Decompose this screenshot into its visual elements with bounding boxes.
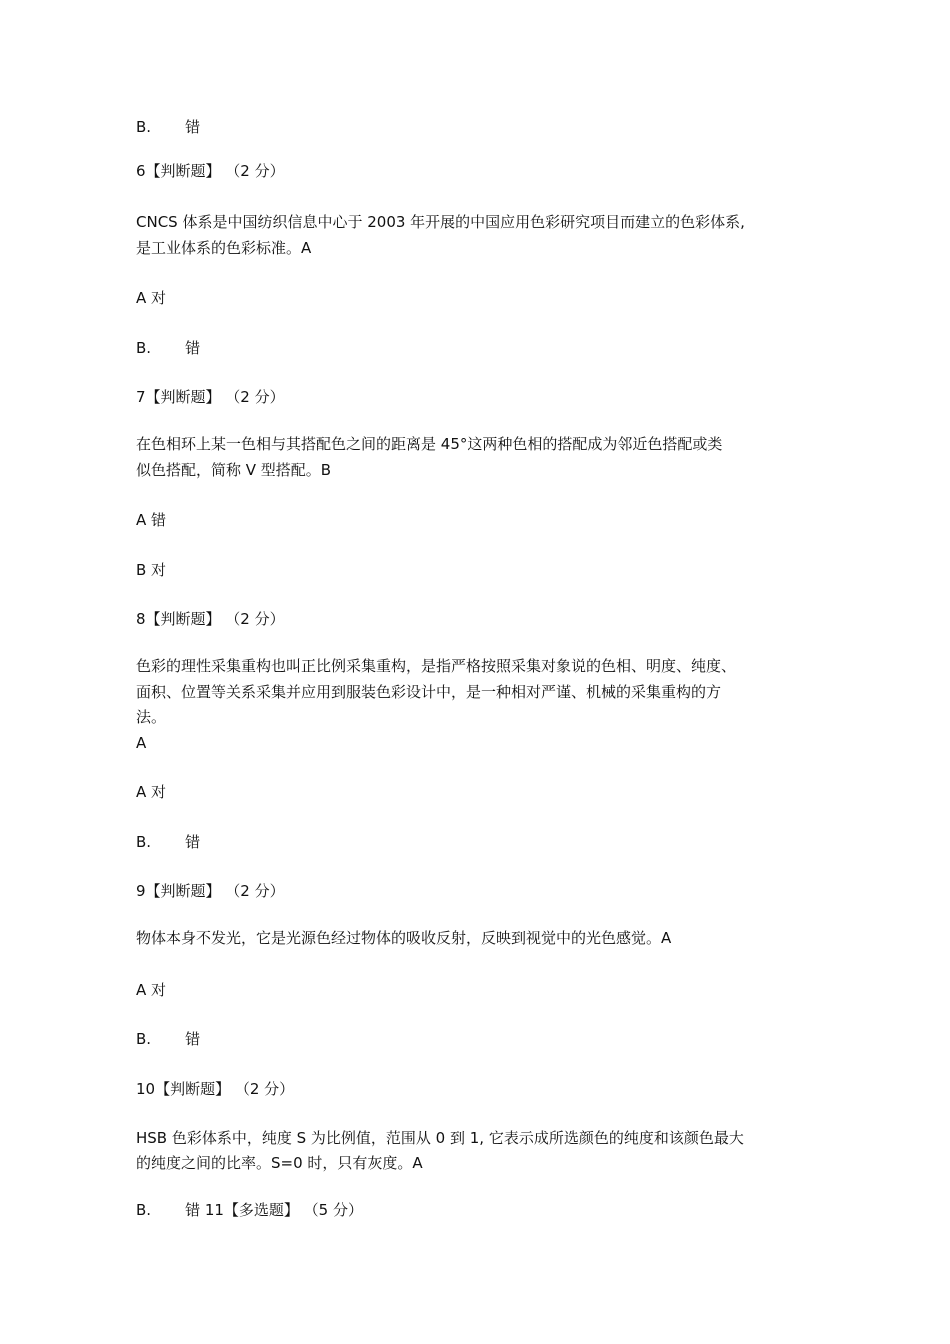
question-text: 似色搭配，简称 V 型搭配。B — [136, 461, 332, 479]
option-b: B. 错 — [136, 833, 201, 851]
question-header: 6【判断题】 （2 分） — [136, 162, 285, 180]
option-b: B. 错 — [136, 1030, 201, 1048]
option-b: B 对 — [136, 561, 167, 579]
question-text: 面积、位置等关系采集并应用到服装色彩设计中，是一种相对严谨、机械的采集重构的方 — [136, 683, 722, 701]
question-header: 8【判断题】 （2 分） — [136, 610, 285, 628]
question-text: HSB 色彩体系中，纯度 S 为比例值，范围从 0 到 1, 它表示成所选颜色的纯度和该颜色最大 — [136, 1129, 744, 1147]
question-text: CNCS 体系是中国纺织信息中心于 2003 年开展的中国应用色彩研究项目而建立的色彩体系, — [136, 213, 745, 231]
question-text: 是工业体系的色彩标准。A — [136, 239, 312, 257]
question-header: 10【判断题】 （2 分） — [136, 1080, 295, 1098]
option-b: B. 错 11【多选题】 （5 分） — [136, 1201, 363, 1219]
option-a: A 错 — [136, 511, 167, 529]
question-text: 色彩的理性采集重构也叫正比例采集重构，是指严格按照采集对象说的色相、明度、纯度、 — [136, 657, 737, 675]
question-text: 物体本身不发光，它是光源色经过物体的吸收反射，反映到视觉中的光色感觉。A — [136, 929, 672, 947]
question-text: 法。 — [136, 708, 167, 726]
question-text: 在色相环上某一色相与其搭配色之间的距离是 45°这两种色相的搭配成为邻近色搭配或类 — [136, 435, 723, 453]
option-a: A 对 — [136, 783, 167, 801]
question-header: 9【判断题】 （2 分） — [136, 882, 285, 900]
option-b: B. 错 — [136, 118, 201, 136]
question-header: 7【判断题】 （2 分） — [136, 388, 285, 406]
question-text: 的纯度之间的比率。S=0 时，只有灰度。A — [136, 1154, 423, 1172]
option-a: A 对 — [136, 289, 167, 307]
option-a: A 对 — [136, 981, 167, 999]
option-b: B. 错 — [136, 339, 201, 357]
answer-key: A — [136, 734, 147, 752]
